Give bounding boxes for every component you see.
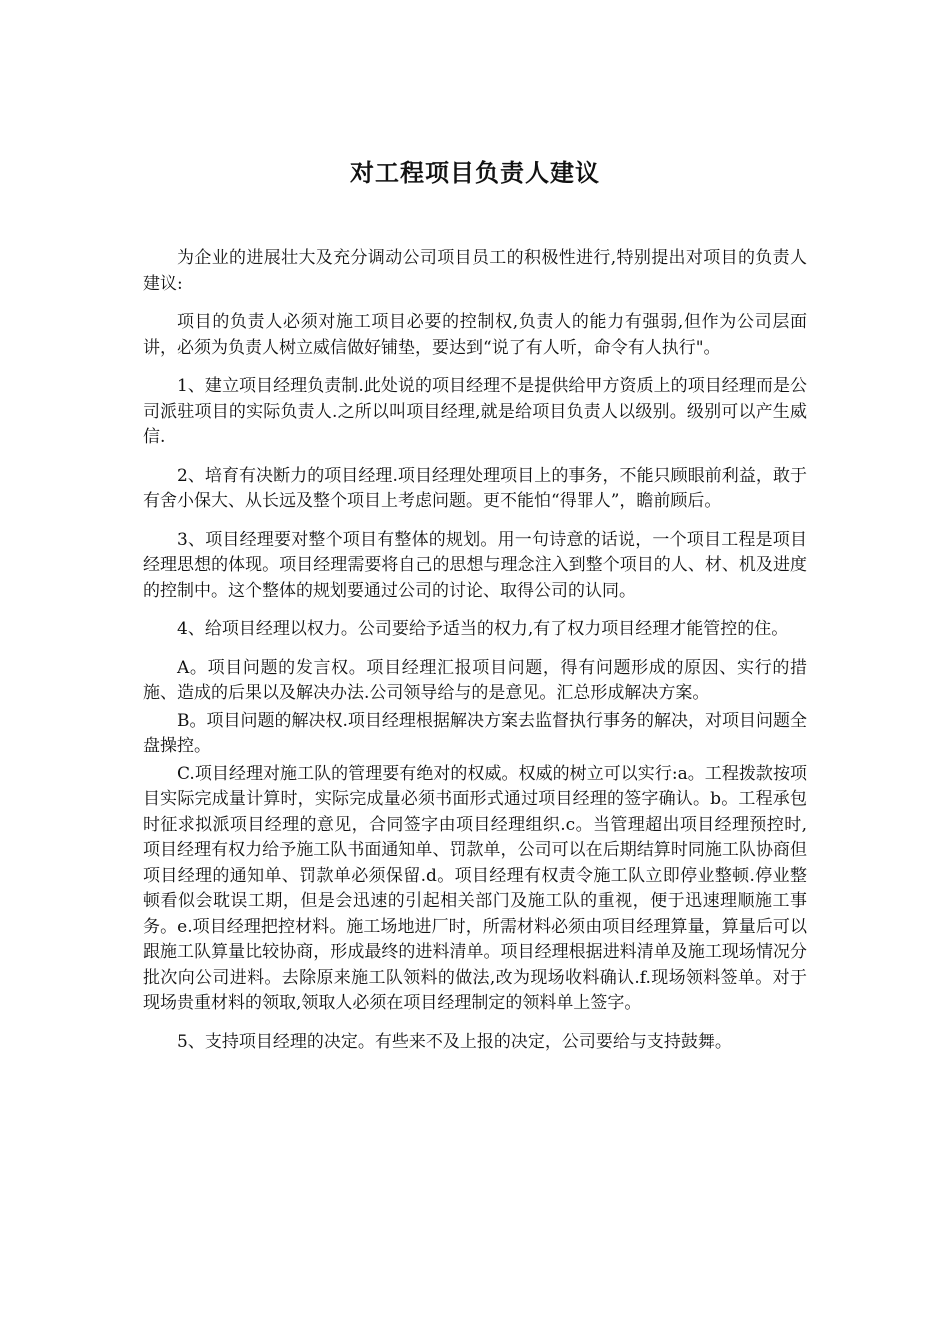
paragraph-intro: 为企业的进展壮大及充分调动公司项目员工的积极性进行,特别提出对项目的负责人建议: [143,248,807,294]
document-title: 对工程项目负责人建议 [350,158,600,187]
paragraph-item-b: B。项目问题的解决权.项目经理根据解决方案去监督执行事务的解决，对项目问题全盘操控。 [143,710,807,756]
paragraph-item-a: A。项目问题的发言权。项目经理汇报项目问题，得有问题形成的原因、实行的措施、造成的后果以及解决办法.公司领导给与的是意见。汇总形成解决方案。 [143,657,807,703]
paragraph-item-2: 2、培育有决断力的项目经理.项目经理处理项目上的事务，不能只顾眼前利益，敢于有舍小保大、从长远及整个项目上考虑问题。更不能怕“得罪人”，瞻前顾后。 [143,465,807,511]
paragraph-item-5: 5、支持项目经理的决定。有些来不及上报的决定，公司要给与支持鼓舞。 [177,1031,732,1052]
paragraph-item-3: 3、项目经理要对整个项目有整体的规划。用一句诗意的话说，一个项目工程是项目经理思想的体现。项目经理需要将自己的思想与理念注入到整个项目的人、材、机及进度的控制中。这个整体的规划要通过公司的讨论、取得公司的认同。 [143,529,807,601]
paragraph-item-c: C.项目经理对施工队的管理要有绝对的权威。权威的树立可以实行:a。工程拨款按项目实际完成量计算时，实际完成量必须书面形式通过项目经理的签字确认。b。工程承包时征求拟派项目经理的意见，合同签字由项目经理组织.c。当管理超出项目经理预控时,项目经理有权力给予施工队书面通知单、罚款单，公司可以在后期结算时同施工队协商但项目经理的通知单、罚款单必须保留.d。项目经理有权责令施工队立即停业整顿.停业整顿看似会耽误工期，但是会迅速的引起相关部门及施工队的重视，便于迅速理顺施工事务。e.项目经理把控材料。施工场地进厂时，所需材料必须由项目经理算量，算量后可以跟施工队算量比较协商，形成最终的进料清单。项目经理根据进料清单及施工现场情况分批次向公司进料。去除原来施工队领料的做法,改为现场收料确认.f.现场领料签单。对于现场贵重材料的领取,领取人必须在项目经理制定的领料单上签字。 [143,763,807,1013]
document-body [143,246,807,1055]
paragraph-item-4: 4、给项目经理以权力。公司要给予适当的权力,有了权力项目经理才能管控的住。 [177,619,789,639]
paragraph-item-1: 1、建立项目经理负责制.此处说的项目经理不是提供给甲方资质上的项目经理而是公司派驻项目的实际负责人.之所以叫项目经理,就是给项目负责人以级别。级别可以产生威信. [143,376,807,447]
paragraph-authority: 项目的负责人必须对施工项目必要的控制权,负责人的能力有强弱,但作为公司层面讲，必须为负责人树立威信做好铺垫，要达到“说了有人听，命令有人执行"。 [143,312,807,358]
